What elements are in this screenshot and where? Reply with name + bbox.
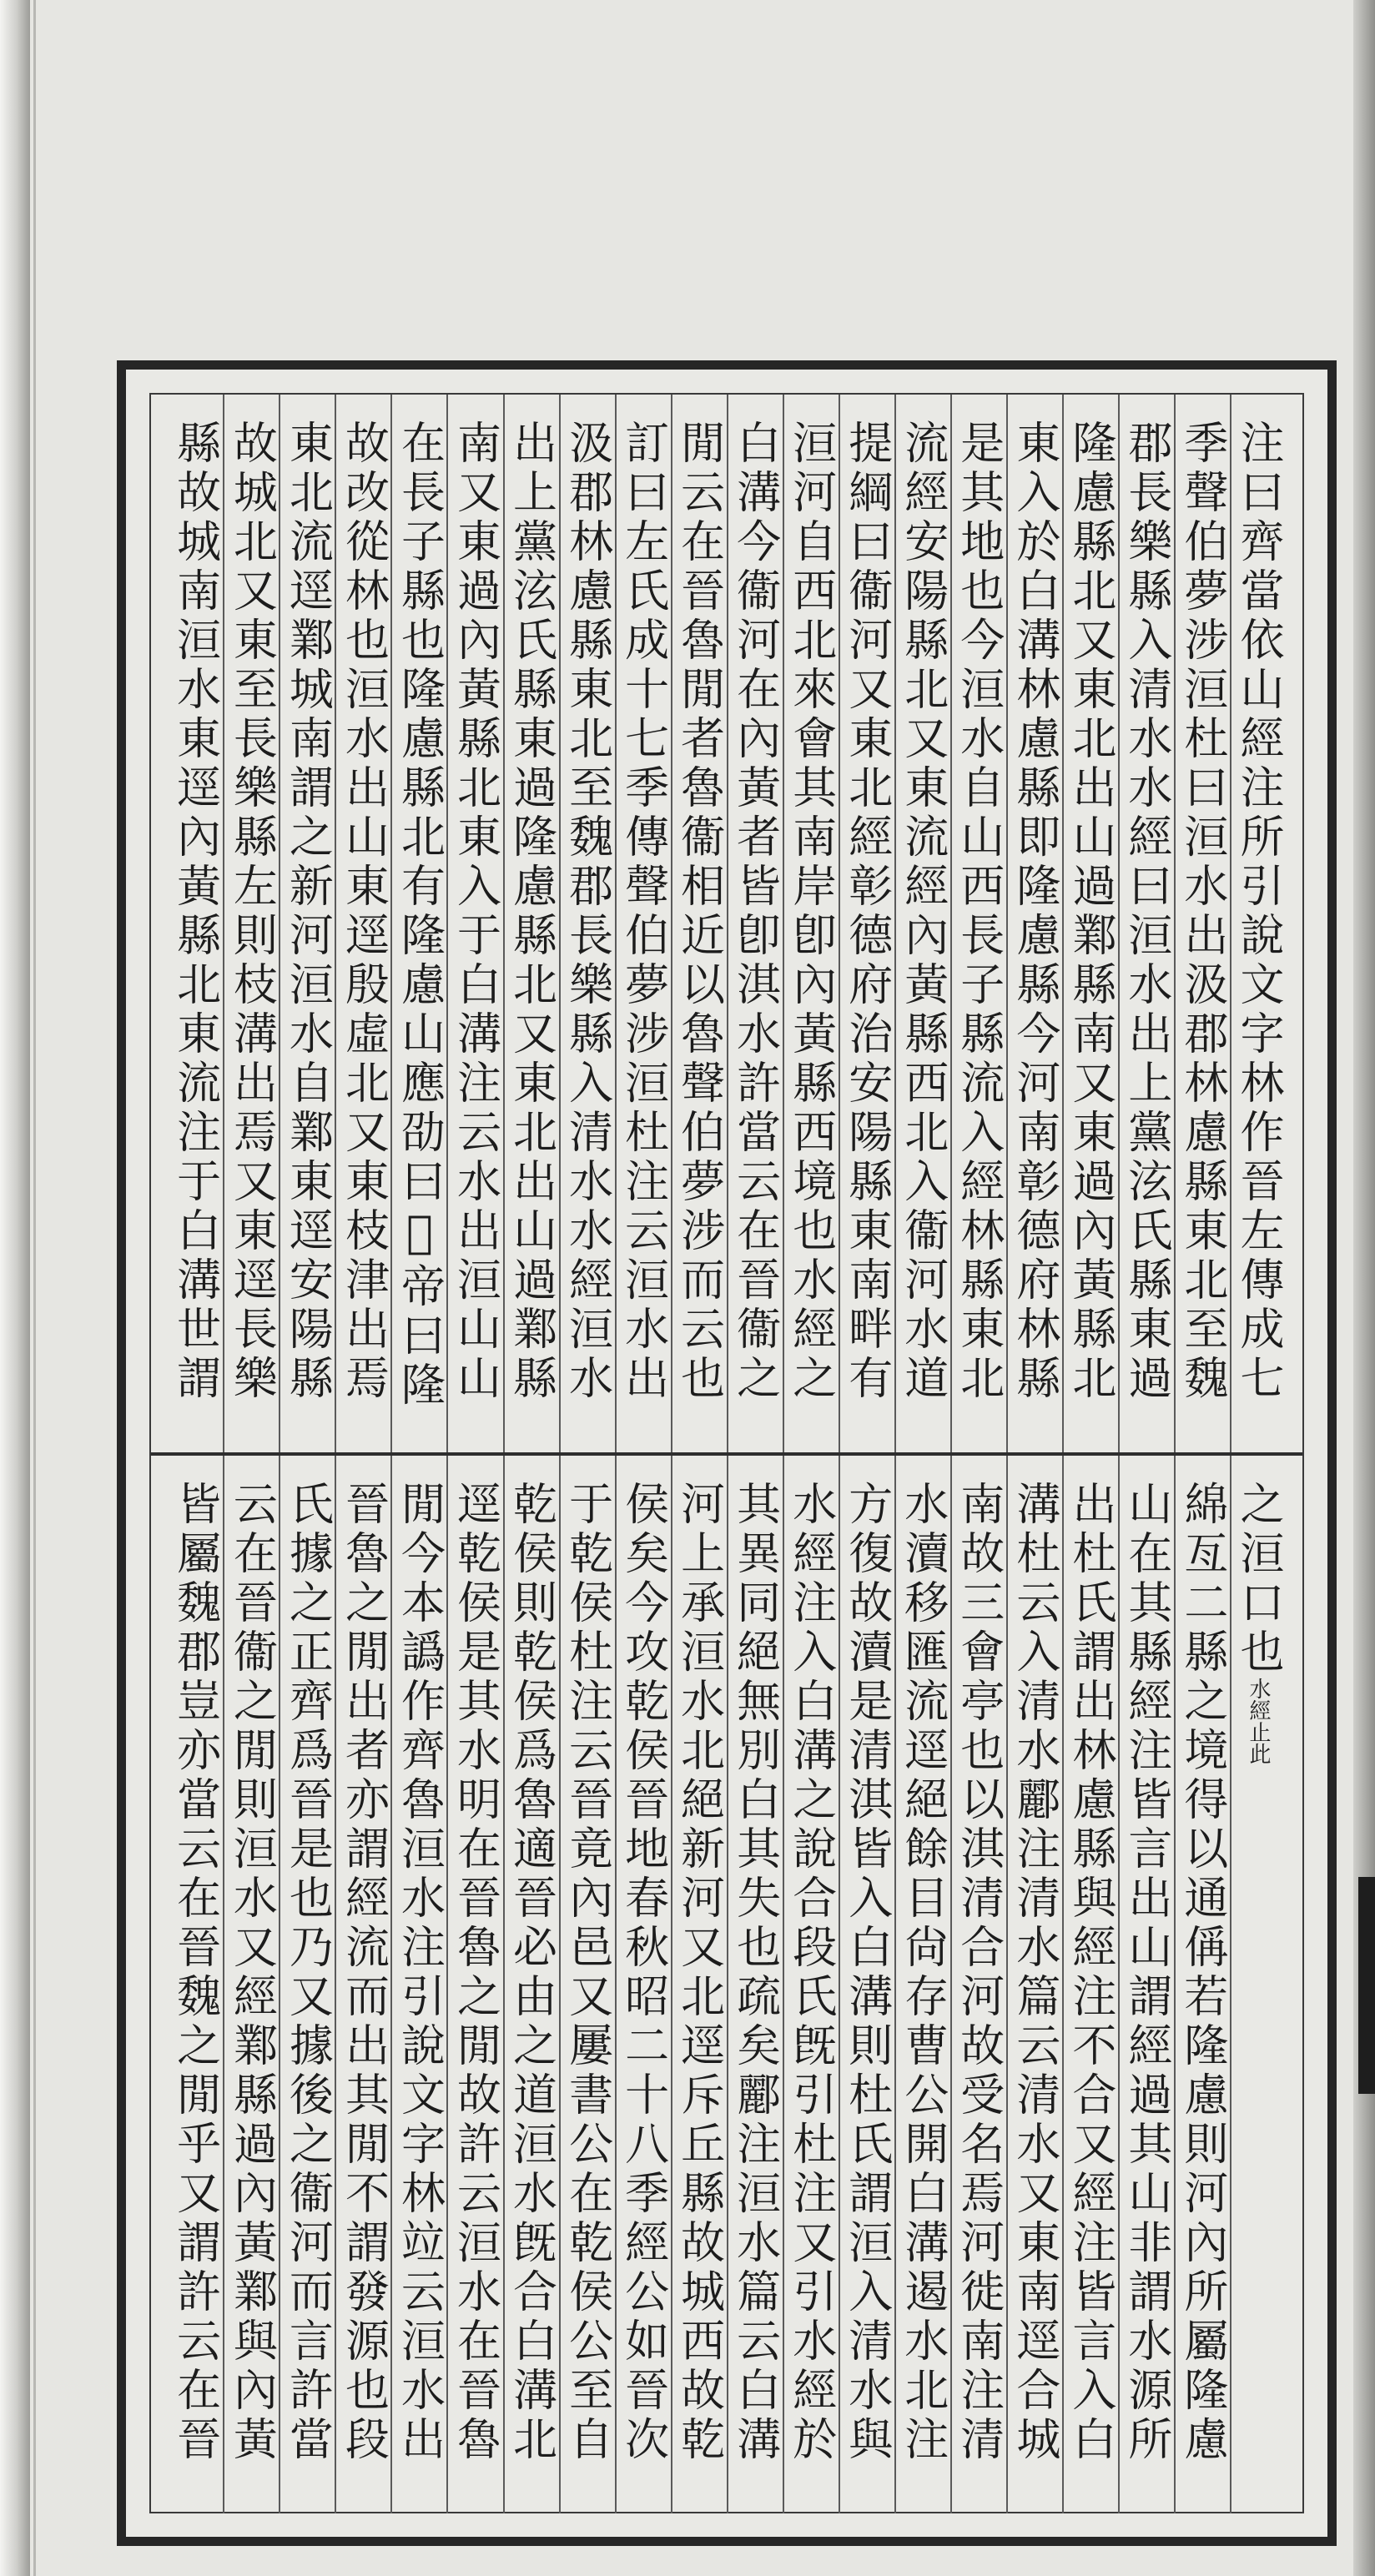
text-column — [1174, 395, 1230, 1452]
main-text: 乾侯則乾侯爲魯適晉必由之道洹水旣合白溝北 — [506, 1481, 557, 2465]
column-text: 郡長樂縣入清水水經曰洹水出上黨泫氏縣東過 — [1121, 420, 1172, 1404]
column-text: 隆慮縣北又東北出山過鄴縣南又東過內黃縣北 — [1065, 420, 1116, 1404]
column-text — [506, 1481, 557, 2465]
lower-register — [151, 1456, 1302, 2513]
column-text: 縣故城南洹水東逕內黃縣北東流注于白溝世謂 — [169, 420, 221, 1404]
text-column — [503, 395, 559, 1452]
text-column — [1174, 1456, 1230, 2513]
text-column — [1062, 395, 1118, 1452]
column-text: 汲郡林慮縣東北至魏郡長樂縣入清水水經洹水 — [562, 420, 613, 1404]
column-text: 季聲伯夢涉洹杜曰洹水出汲郡林慮縣東北至魏 — [1176, 420, 1228, 1404]
main-text: 閒今本譌作齊魯洹水注引說文字林竝云洹水出 — [394, 1481, 446, 2465]
main-text: 水經注入白溝之說合段氏旣引杜注又引水經於 — [785, 1481, 837, 2465]
text-column — [168, 1456, 223, 2513]
main-text: 其異同絕無別白其失也疏矣酈注洹水篇云白溝 — [729, 1481, 781, 2465]
column-text — [729, 1481, 781, 2465]
text-column — [168, 395, 223, 1452]
column-text: 出上黨泫氏縣東過隆慮縣北又東北出山過鄴縣 — [506, 420, 557, 1404]
text-column — [894, 395, 950, 1452]
main-text: 綿亙二縣之境得以通偁若隆慮則河內所屬隆慮 — [1176, 1481, 1228, 2465]
column-text: 南又東過內黃縣北東入于白溝注云水出洹山山 — [450, 420, 501, 1404]
left-page-edge — [0, 0, 30, 2576]
column-text — [450, 1481, 501, 2465]
column-text — [617, 1481, 669, 2465]
text-column — [559, 395, 615, 1452]
text-column — [446, 395, 502, 1452]
column-text: 在長子縣也隆慮縣北有隆慮山應劭曰𤼵帝曰隆 — [394, 420, 446, 1411]
main-text: 方復故瀆是清淇皆入白溝則杜氏謂洹入清水與 — [841, 1481, 893, 2465]
main-text: 于乾侯杜注云晉竟內邑又屢書公在乾侯公至自 — [562, 1481, 613, 2465]
column-text: 訂曰左氏成十七季傳聲伯夢涉洹杜注云洹水出 — [617, 420, 669, 1404]
text-column — [1006, 1456, 1062, 2513]
column-text — [226, 1481, 278, 2465]
upper-register — [151, 395, 1302, 1452]
text-column — [950, 1456, 1006, 2513]
main-text: 河上承洹水北絕新河又北逕斥丘縣故城西故乾 — [673, 1481, 725, 2465]
column-text — [394, 1481, 446, 2465]
main-text: 出杜氏謂出林慮縣與經注不合又經注皆言入白 — [1065, 1481, 1116, 2465]
text-column — [950, 395, 1006, 1452]
text-column — [839, 395, 894, 1452]
text-column — [783, 395, 839, 1452]
column-text — [785, 1481, 837, 2465]
column-text — [1232, 1481, 1284, 1764]
column-text: 注曰齊當依山經注所引說文字林作晉左傳成七 — [1232, 420, 1284, 1404]
text-column — [1118, 395, 1174, 1452]
column-text — [169, 1481, 221, 2465]
column-text — [1065, 1481, 1116, 2465]
text-column — [279, 1456, 335, 2513]
column-text — [1009, 1481, 1060, 2465]
column-text — [841, 1481, 893, 2465]
text-column — [1230, 395, 1286, 1452]
text-column — [223, 395, 279, 1452]
text-column — [1006, 395, 1062, 1452]
binding-shadow — [33, 0, 36, 2576]
text-column — [783, 1456, 839, 2513]
column-text — [953, 1481, 1005, 2465]
main-text: 氏據之正齊爲晉是也乃又據後之衞河而言許當 — [282, 1481, 334, 2465]
main-text: 皆屬魏郡豈亦當云在晉魏之閒乎又謂許云在晉 — [169, 1481, 221, 2465]
main-text: 逕乾侯是其水明在晉魯之閒故許云洹水在晉魯 — [450, 1481, 501, 2465]
inner-border — [149, 393, 1304, 2513]
text-column — [727, 1456, 783, 2513]
text-column — [390, 395, 446, 1452]
text-column — [223, 1456, 279, 2513]
column-text: 閒云在晉魯閒者魯衞相近以魯聲伯夢涉而云也 — [673, 420, 725, 1404]
text-column — [839, 1456, 894, 2513]
text-column — [894, 1456, 950, 2513]
text-column — [503, 1456, 559, 2513]
column-text: 白溝今衞河在內黃者皆卽淇水許當云在晉衞之 — [729, 420, 781, 1404]
main-text: 之洹口也 — [1232, 1481, 1284, 1678]
column-text — [562, 1481, 613, 2465]
text-column — [279, 395, 335, 1452]
main-text: 云在晉衞之閒則洹水又經鄴縣過內黃鄴與內黃 — [226, 1481, 278, 2465]
main-text: 水瀆移匯流逕絕餘目尙存曹公開白溝遏水北注 — [897, 1481, 949, 2465]
column-text — [282, 1481, 334, 2465]
column-text: 是其地也今洹水自山西長子縣流入經林縣東北 — [953, 420, 1005, 1404]
page-tab-marker — [1358, 1877, 1375, 2094]
text-column — [671, 395, 727, 1452]
text-column — [335, 1456, 390, 2513]
column-text: 故城北又東至長樂縣左則枝溝出焉又東逕長樂 — [226, 420, 278, 1404]
main-text: 南故三會亭也以淇清合河故受名焉河徙南注清 — [953, 1481, 1005, 2465]
text-column — [446, 1456, 502, 2513]
text-column — [559, 1456, 615, 2513]
column-text: 洹河自西北來會其南岸卽內黃縣西境也水經之 — [785, 420, 837, 1404]
text-column — [335, 395, 390, 1452]
text-column — [615, 395, 671, 1452]
right-page-edge — [1353, 0, 1375, 2576]
text-column — [615, 1456, 671, 2513]
column-text — [338, 1481, 390, 2465]
column-text — [1121, 1481, 1172, 2465]
main-text: 溝杜云入清水酈注清水篇云清水又東南逕合城 — [1009, 1481, 1060, 2465]
text-column — [727, 395, 783, 1452]
interlinear-note: 水經止此 — [1245, 1678, 1271, 1764]
text-column — [1118, 1456, 1174, 2513]
column-text: 東入於白溝林慮縣即隆慮縣今河南彰德府林縣 — [1009, 420, 1060, 1404]
main-text: 侯矣今攻乾侯晉地春秋昭二十八季經公如晉次 — [617, 1481, 669, 2465]
main-text: 山在其縣經注皆言出山謂經過其山非謂水源所 — [1121, 1481, 1172, 2465]
column-text — [673, 1481, 725, 2465]
text-column — [1062, 1456, 1118, 2513]
text-column — [390, 1456, 446, 2513]
column-text: 提綱曰衞河又東北經彰德府治安陽縣東南畔有 — [841, 420, 893, 1404]
text-frame — [117, 360, 1337, 2546]
column-text: 故改從林也洹水出山東逕殷虛北又東枝津出焉 — [338, 420, 390, 1404]
column-text — [897, 1481, 949, 2465]
column-text — [1176, 1481, 1228, 2465]
text-column — [1230, 1456, 1286, 2513]
column-text: 東北流逕鄴城南謂之新河洹水自鄴東逕安陽縣 — [282, 420, 334, 1404]
main-text: 晉魯之閒出者亦謂經流而出其閒不謂發源也段 — [338, 1481, 390, 2465]
text-column — [671, 1456, 727, 2513]
column-text: 流經安陽縣北又東流經內黃縣西北入衞河水道 — [897, 420, 949, 1404]
